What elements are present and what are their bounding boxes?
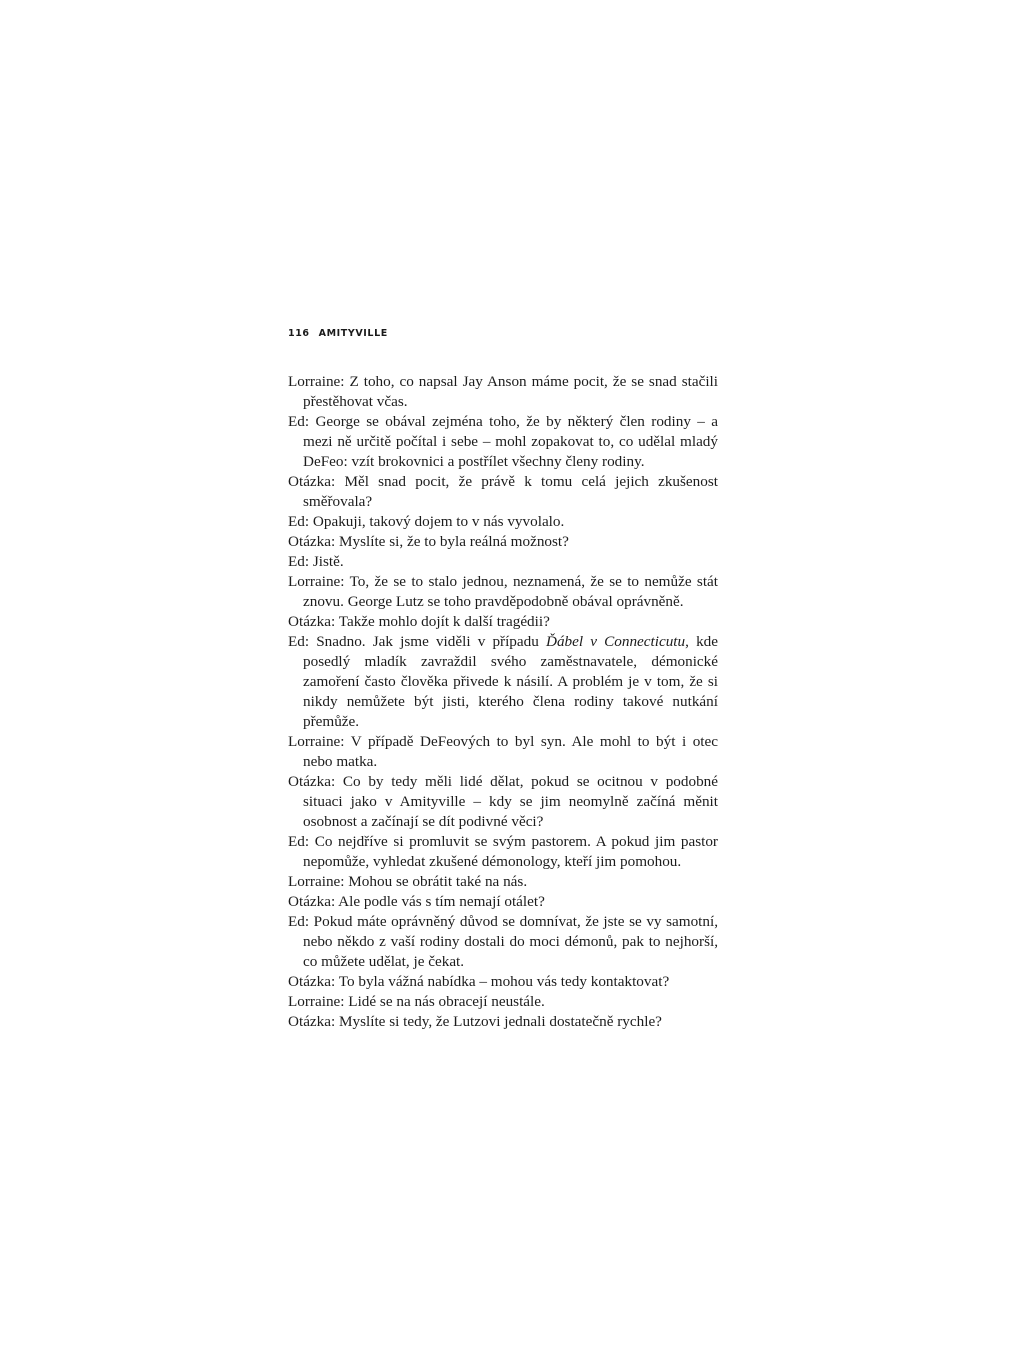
paragraph: Otázka: Myslíte si, že to byla reálná možnost?: [288, 533, 569, 550]
paragraph: Otázka: Ale podle vás s tím nemají otálet?: [288, 893, 545, 910]
book-title: Ďábel v Connecticutu: [545, 633, 686, 650]
paragraph: Lorraine: Lidé se na nás obracejí neustále.: [288, 993, 545, 1010]
paragraph: Otázka: Myslíte si tedy, že Lutzovi jednali dostatečně rychle?: [288, 1013, 662, 1030]
paragraph: Lorraine: Mohou se obrátit také na nás.: [288, 873, 528, 890]
paragraph: Ed: Jistě.: [288, 553, 344, 570]
running-title: AMITYVILLE: [318, 328, 388, 339]
paragraph: Otázka: Měl snad pocit, že právě k tomu celá jejich zkušenost směřovala?: [288, 473, 718, 510]
page-number: 116: [288, 328, 310, 339]
paragraph-text-before: Ed: Snadno. Jak jsme viděli v případu: [288, 633, 546, 650]
paragraph: Ed: Opakuji, takový dojem to v nás vyvolalo.: [288, 513, 565, 530]
interview-text: [288, 372, 718, 1032]
running-header: [288, 328, 388, 339]
paragraph: Lorraine: Z toho, co napsal Jay Anson máme pocit, že se snad stačili přestěhovat včas.: [288, 373, 718, 410]
paragraph-text-after: , kde posedlý mladík zavraždil svého zaměstnavatele, démonické zamoření často člověka přivede k násilí. A problém je v tom, že si nikdy nemůžete být jisti, kterého člena rodiny takové nutkání přemůže.: [303, 633, 718, 730]
paragraph: Ed: Co nejdříve si promluvit se svým pastorem. A pokud jim pastor nepomůže, vyhledat zkušené démonology, kteří jim pomohou.: [288, 833, 718, 870]
paragraph: Otázka: Takže mohlo dojít k další tragédii?: [288, 613, 550, 630]
paragraph: Otázka: To byla vážná nabídka – mohou vás tedy kontaktovat?: [288, 973, 670, 990]
paragraph: Ed: George se obával zejména toho, že by některý člen rodiny – a mezi ně určitě počítal i sebe – mohl zopakovat to, co udělal mladý DeFeo: vzít brokovnici a postřílet všechny členy rodiny.: [288, 413, 718, 470]
paragraph: Lorraine: To, že se to stalo jednou, neznamená, že se to nemůže stát znovu. George Lutz se toho pravděpodobně obával oprávněně.: [288, 573, 718, 610]
paragraph: Otázka: Co by tedy měli lidé dělat, pokud se ocitnou v podobné situaci jako v Amityville – kdy se jim neomylně začíná měnit osobnost a začínají se dít podivné věci?: [288, 773, 718, 830]
paragraph: Lorraine: V případě DeFeových to byl syn. Ale mohl to být i otec nebo matka.: [288, 733, 718, 770]
paragraph: [288, 632, 718, 732]
paragraph: Ed: Pokud máte oprávněný důvod se domnívat, že jste se vy samotní, nebo někdo z vaší rodiny dostali do moci démonů, pak to nejhorší, co můžete udělat, je čekat.: [288, 913, 718, 970]
